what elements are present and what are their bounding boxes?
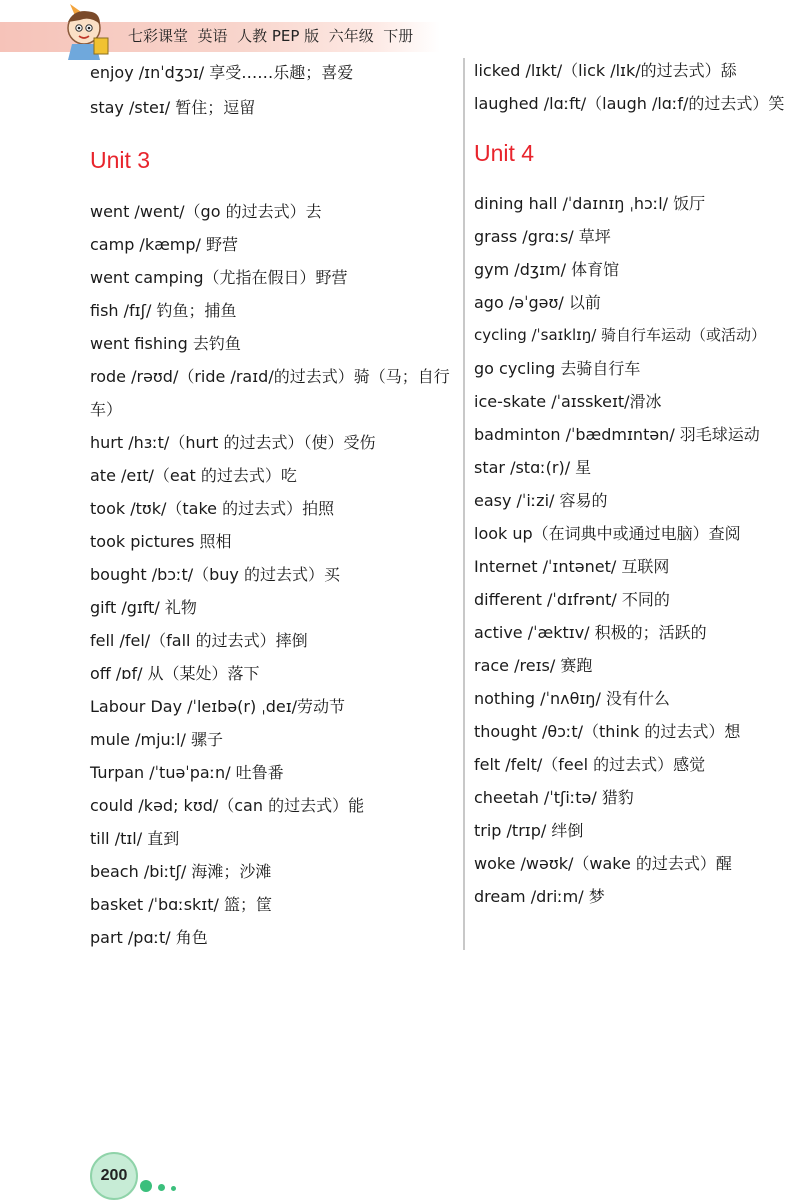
vocab-entry: dream /driːm/ 梦 — [474, 887, 605, 906]
vocab-entry: stay /steɪ/ 暂住；逗留 — [90, 98, 256, 117]
vocab-entry: ice-skate /ˈaɪsskeɪt/滑冰 — [474, 392, 662, 411]
header-title: 七彩课堂 英语 人教 PEP 版 六年级 下册 — [128, 27, 414, 45]
vocab-entry: part /pɑːt/ 角色 — [90, 928, 208, 947]
vocab-entry: cheetah /ˈtʃiːtə/ 猎豹 — [474, 788, 634, 807]
vocab-entry: hurt /hɜːt/（hurt 的过去式）（使）受伤 — [90, 433, 376, 452]
vocab-entry: star /stɑː(r)/ 星 — [474, 458, 592, 477]
vocab-entry: race /reɪs/ 赛跑 — [474, 656, 593, 675]
vocab-entry: gym /dʒɪm/ 体育馆 — [474, 260, 620, 279]
unit-heading: Unit 3 — [90, 147, 151, 173]
vocab-entry: Turpan /ˈtuəˈpaːn/ 吐鲁番 — [90, 763, 284, 782]
page-number: 200 — [90, 1152, 138, 1200]
vocab-entry: licked /lɪkt/（lick /lɪk/的过去式）舔 — [474, 61, 737, 80]
vocab-entry: fell /fel/（fall 的过去式）摔倒 — [90, 631, 308, 650]
vocab-entry: look up（在词典中或通过电脑）查阅 — [474, 524, 741, 543]
vocab-entry: off /ɒf/ 从（某处）落下 — [90, 664, 260, 683]
page-dot-icon — [140, 1180, 152, 1192]
page-dot-icon — [171, 1186, 176, 1191]
vocab-entry: went camping（尤指在假日）野营 — [90, 268, 348, 287]
vocab-entry: bought /bɔːt/（buy 的过去式）买 — [90, 565, 340, 584]
vocab-entry: fish /fɪʃ/ 钓鱼；捕鱼 — [90, 301, 237, 320]
vocab-entry: mule /mjuːl/ 骡子 — [90, 730, 223, 749]
vocab-entry: nothing /ˈnʌθɪŋ/ 没有什么 — [474, 689, 670, 708]
vocab-entry: easy /ˈiːzi/ 容易的 — [474, 491, 608, 510]
mascot-icon — [56, 0, 120, 60]
page-dot-icon — [158, 1184, 165, 1191]
vocab-entry: ate /eɪt/（eat 的过去式）吃 — [90, 466, 297, 485]
vocab-entry: active /ˈæktɪv/ 积极的；活跃的 — [474, 623, 707, 642]
vocab-entry: cycling /ˈsaɪklɪŋ/ 骑自行车运动（或活动） — [474, 326, 767, 344]
vocab-entry: laughed /lɑːft/（laugh /lɑːf/的过去式）笑 — [474, 94, 785, 113]
vocab-entry: Internet /ˈɪntənet/ 互联网 — [474, 557, 670, 576]
vocab-entry: ago /əˈgəʊ/ 以前 — [474, 293, 601, 312]
unit-heading: Unit 4 — [474, 140, 535, 166]
vocab-entry: woke /wəʊk/（wake 的过去式）醒 — [474, 854, 732, 873]
vocab-entry: trip /trɪp/ 绊倒 — [474, 821, 584, 840]
vocab-entry: went /went/（go 的过去式）去 — [90, 202, 322, 221]
vocab-entry: thought /θɔːt/（think 的过去式）想 — [474, 722, 741, 741]
vocab-entry: beach /biːtʃ/ 海滩；沙滩 — [90, 862, 272, 881]
vocab-entry: grass /grɑːs/ 草坪 — [474, 227, 611, 246]
vocab-entry: rode /rəʊd/（ride /raɪd/的过去式）骑（马；自行车） — [90, 367, 450, 419]
column-divider — [463, 58, 465, 950]
vocab-entry: felt /felt/（feel 的过去式）感觉 — [474, 755, 706, 774]
vocab-entry: Labour Day /ˈleɪbə(r) ˌdeɪ/劳动节 — [90, 697, 346, 716]
vocab-entry: enjoy /ɪnˈdʒɔɪ/ 享受……乐趣；喜爱 — [90, 63, 354, 82]
vocab-entry: dining hall /ˈdaɪnɪŋ ˌhɔːl/ 饭厅 — [474, 194, 706, 213]
vocab-entry: gift /gɪft/ 礼物 — [90, 598, 197, 617]
vocab-entry: went fishing 去钓鱼 — [90, 334, 241, 353]
vocab-entry: till /tɪl/ 直到 — [90, 829, 180, 848]
vocab-entry: could /kəd; kʊd/（can 的过去式）能 — [90, 796, 365, 815]
vocab-entry: basket /ˈbɑːskɪt/ 篮；筐 — [90, 895, 272, 914]
vocab-entry: go cycling 去骑自行车 — [474, 359, 641, 378]
vocab-entry: took /tʊk/（take 的过去式）拍照 — [90, 499, 335, 518]
vocab-entry: took pictures 照相 — [90, 532, 232, 551]
vocab-entry: different /ˈdɪfrənt/ 不同的 — [474, 590, 670, 609]
vocab-entry: badminton /ˈbædmɪntən/ 羽毛球运动 — [474, 425, 760, 444]
vocab-entry: camp /kæmp/ 野营 — [90, 235, 239, 254]
